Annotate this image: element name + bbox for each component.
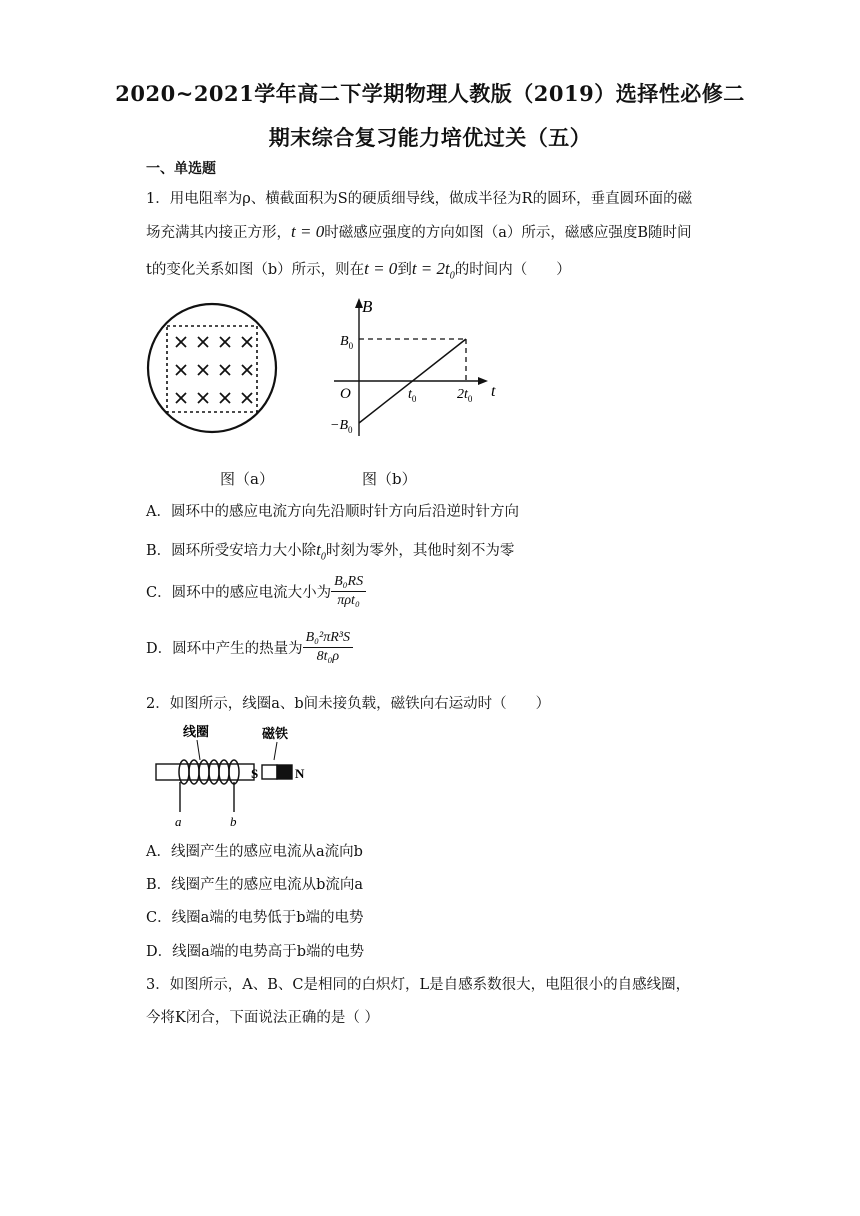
magnet-n-pole [277, 765, 292, 779]
q1-option-d-numerator: B₀²πR³S [303, 629, 353, 648]
graph-2t0-label [457, 387, 473, 404]
graph-b0-label [340, 334, 354, 351]
q1-option-c-denominator: πρt₀ [337, 593, 360, 608]
graph-origin: O [340, 386, 351, 402]
magnetic-field-crosses [176, 337, 252, 403]
q1-option-b-pre: B．圆环所受安培力大小除 [146, 543, 317, 559]
q1-option-b-var [316, 540, 326, 563]
q1-option-d-pre: D．圆环中产生的热量为 [146, 641, 303, 657]
q1-line2-text-a: 场充满其内接正方形， [146, 225, 291, 241]
graph-neg-b0-sub: 0 [348, 425, 353, 435]
graph-t0-main: t [408, 387, 412, 402]
figure-a-ring-diagram [144, 296, 280, 440]
graph-t0-label [408, 387, 417, 404]
q1-option-d-denominator: 8t₀ρ [316, 649, 340, 664]
q1-math-end-main: t = 2t [411, 259, 450, 278]
magnet-n-label: N [295, 766, 305, 781]
figure-a-caption: 图（a） [220, 470, 274, 488]
coil-label: 线圈 [183, 724, 210, 739]
q1-option-c-numerator: B₀RS [331, 573, 366, 592]
q1-option-c [146, 573, 366, 610]
q1-line3-text-a: t的变化关系如图（b）所示，则在 [146, 262, 365, 278]
q1-line3-text-b: 的时间内（ ） [454, 262, 571, 278]
figure-coil-magnet [150, 720, 310, 830]
q2-option-b: B．线圈产生的感应电流从b流向a [146, 877, 364, 893]
q2-stem: 2．如图所示，线圈a、b间未接负载，磁铁向右运动时（ ） [146, 696, 551, 712]
q1-line2-text-b: 时磁感应强度的方向如图（a）所示，磁感应强度B随时间 [324, 225, 692, 241]
graph-x-label: t [491, 383, 496, 400]
q1-option-c-fraction [331, 573, 366, 610]
q1-option-d-fraction [303, 629, 353, 666]
q3-line1: 3．如图所示，A、B、C是相同的白炽灯，L是自感系数很大，电阻很小的自感线圈， [146, 977, 691, 993]
q1-math-t0: t = 0 [291, 222, 325, 241]
q1-math-start: t = 0 [364, 259, 398, 278]
q1-math-end [411, 259, 455, 282]
q1-option-c-pre: C．圆环中的感应电流大小为 [146, 585, 332, 601]
q1-option-b-var-main: t [316, 540, 321, 559]
q1-line3-mid: 到 [397, 262, 412, 278]
magnet-label: 磁铁 [262, 726, 289, 741]
q1-option-b [146, 539, 514, 562]
x-axis-arrow [478, 377, 488, 385]
figure-b-graph [326, 296, 506, 446]
q1-line3 [146, 258, 571, 281]
q1-option-b-var-sub: 0 [320, 551, 326, 563]
graph-neg-b0-main: −B [330, 418, 348, 433]
section-heading: 一、单选题 [146, 161, 216, 177]
q2-option-a: A．线圈产生的感应电流从a流向b [146, 844, 363, 860]
graph-b0-main: B [340, 334, 349, 349]
lead-a-label: a [175, 814, 182, 829]
graph-y-label: B [362, 297, 373, 316]
page-title-line2: 期末综合复习能力培优过关（五） [268, 125, 592, 150]
q1-option-d [146, 629, 353, 666]
graph-neg-b0-label [330, 418, 353, 435]
figure-b-caption: 图（b） [362, 470, 417, 488]
q2-option-c: C．线圈a端的电势低于b端的电势 [146, 910, 364, 926]
q2-option-d: D．线圈a端的电势高于b端的电势 [146, 944, 365, 960]
q1-line1: 1．用电阻率为ρ、横截面积为S的硬质细导线，做成半径为R的圆环，垂直圆环面的磁 [146, 191, 693, 207]
coil-label-leader [197, 740, 200, 760]
page-title-line1: 2020~2021学年高二下学期物理人教版（2019）选择性必修二 [115, 81, 745, 106]
magnet-s-pole [262, 765, 277, 779]
magnet-s-label: S [251, 766, 259, 781]
graph-b0-sub: 0 [348, 341, 354, 351]
graph-t0-sub: 0 [411, 394, 417, 404]
lead-b-label: b [230, 814, 237, 829]
q1-option-a: A．圆环中的感应电流方向先沿顺时针方向后沿逆时针方向 [146, 504, 519, 520]
graph-2t0-main: 2t [457, 387, 468, 402]
graph-2t0-sub: 0 [467, 394, 473, 404]
q1-math-end-sub: 0 [449, 270, 455, 282]
magnet-label-leader [274, 742, 277, 760]
q3-line2: 今将K闭合，下面说法正确的是（ ） [146, 1010, 379, 1026]
q1-option-b-post: 时刻为零外，其他时刻不为零 [325, 543, 515, 559]
q1-line2 [146, 221, 692, 242]
